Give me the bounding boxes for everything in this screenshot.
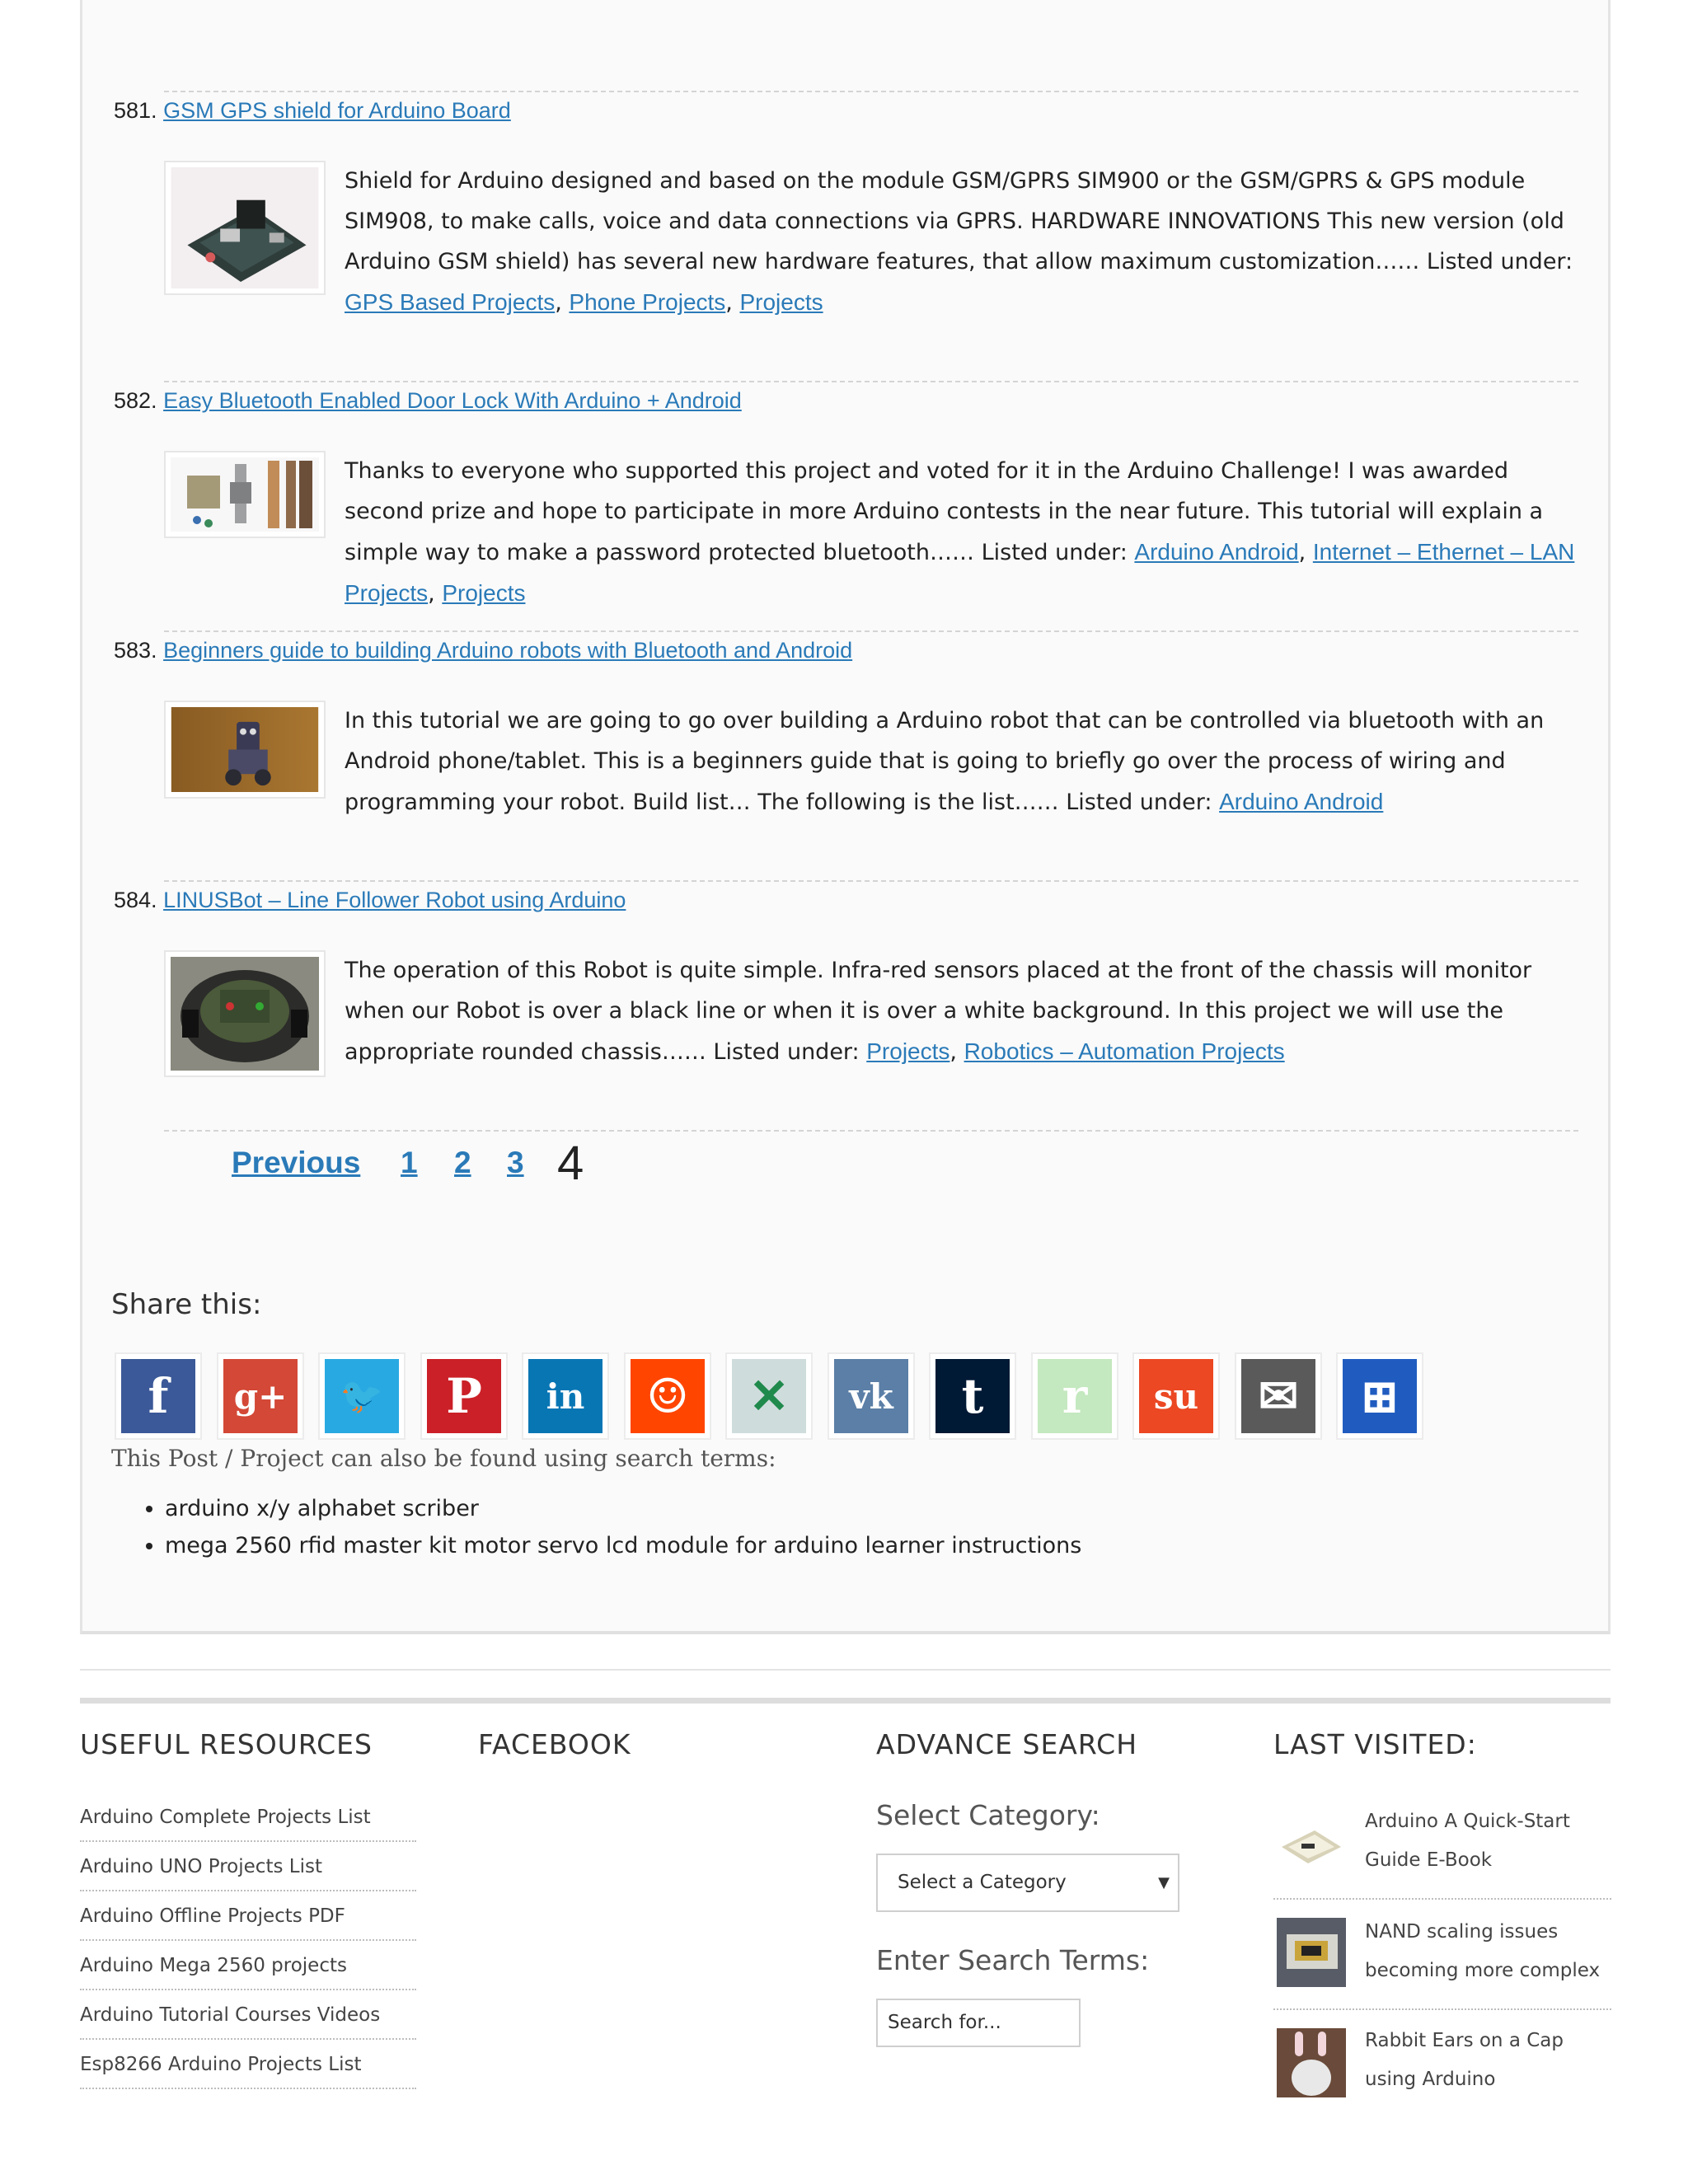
renren-share-button[interactable] xyxy=(1031,1352,1118,1440)
stumbleupon-icon: su xyxy=(1139,1359,1213,1433)
resource-link[interactable]: Arduino UNO Projects List xyxy=(80,1844,416,1891)
xing-icon: ✕ xyxy=(732,1359,806,1433)
resource-link[interactable]: Esp8266 Arduino Projects List xyxy=(80,2041,416,2089)
facebook-share-button[interactable] xyxy=(115,1352,202,1440)
search-terms-list xyxy=(136,1490,1081,1564)
list-item-title xyxy=(114,638,852,663)
description-text: The operation of this Robot is quite simple. Infra-red sensors placed at the front of the chassis will monitor when our Robot is over a black line or when it is over a white background. In this project we will use the appropriate rounded chassis…… Listed under: xyxy=(345,958,1532,1065)
category-link[interactable]: GPS Based Projects xyxy=(345,289,556,315)
item-divider xyxy=(164,91,1578,92)
chevron-down-icon: ▼ xyxy=(1158,1874,1170,1891)
category-select-value: Select a Category xyxy=(898,1872,1067,1893)
pagination-current-page: 4 xyxy=(557,1137,584,1190)
stumbleupon-share-button[interactable] xyxy=(1132,1352,1220,1440)
category-link[interactable]: Robotics – Automation Projects xyxy=(964,1038,1285,1064)
search-terms-field-label: Enter Search Terms: xyxy=(876,1944,1150,1976)
item-divider xyxy=(164,1130,1578,1132)
list-item-title xyxy=(114,98,511,124)
advance-search-heading: ADVANCE SEARCH xyxy=(876,1728,1138,1760)
description-text: Thanks to everyone who supported this project and voted for it in the Arduino Challenge! I was awarded second prize and hope to participate in more Arduino contests in the near future. This tutorial will explain a simple way to make a password protected bluetooth…… Listed under: xyxy=(345,458,1544,565)
pinterest-icon: P xyxy=(427,1359,501,1433)
search-input[interactable]: Search for... xyxy=(876,1999,1081,2047)
footer-divider xyxy=(80,1669,1611,1671)
quick-start-guide-image xyxy=(1277,1811,1346,1880)
last-visited-title: Rabbit Ears on a Cap using Arduino xyxy=(1365,2030,1564,2090)
list-item-title xyxy=(114,388,742,414)
category-link[interactable]: Projects xyxy=(739,289,823,315)
last-visited-item[interactable] xyxy=(1273,2012,1611,2109)
item-divider xyxy=(164,880,1578,882)
facebook-icon: f xyxy=(121,1359,195,1433)
item-description xyxy=(345,701,1581,823)
xing-share-button[interactable] xyxy=(725,1352,813,1440)
search-terms-label: This Post / Project can also be found using search terms: xyxy=(111,1445,776,1472)
useful-resources-list xyxy=(80,1794,416,2091)
linkedin-icon: in xyxy=(528,1359,603,1433)
linkedin-share-button[interactable] xyxy=(522,1352,609,1440)
useful-resources-heading: USEFUL RESOURCES xyxy=(80,1728,373,1760)
pagination-page-3[interactable]: 3 xyxy=(507,1146,524,1179)
item-thumbnail[interactable] xyxy=(164,161,326,295)
item-description: The operation of this Robot is quite simple. Infra-red sensors placed at the front of the chassis will monitor when our Robot is over a black line or when it is over a white background. In this project we will use the appropriate rounded chassis…… Listed under: Projects, Robotics – Automation Projects xyxy=(345,958,1532,1065)
search-term: • arduino x/y alphabet scriber xyxy=(165,1490,1081,1527)
last-visited-item[interactable] xyxy=(1273,1901,1611,2010)
vk-share-button[interactable] xyxy=(828,1352,915,1440)
last-visited-heading: LAST VISITED: xyxy=(1273,1728,1477,1760)
category-link[interactable]: Internet – Ethernet – LAN Projects xyxy=(345,539,1575,606)
category-link[interactable]: Phone Projects xyxy=(569,289,726,315)
item-title-link[interactable]: GSM GPS shield for Arduino Board xyxy=(163,98,511,123)
reddit-icon: ☺ xyxy=(631,1359,705,1433)
delicious-icon: ⊞ xyxy=(1343,1359,1417,1433)
item-divider xyxy=(164,630,1578,632)
vk-icon: vk xyxy=(834,1359,908,1433)
item-thumbnail[interactable] xyxy=(164,451,326,538)
pagination-page-1[interactable]: 1 xyxy=(401,1146,418,1179)
email-share-button[interactable] xyxy=(1235,1352,1322,1440)
pagination-previous[interactable]: Previous xyxy=(232,1146,361,1179)
last-visited-title: Arduino A Quick-Start Guide E-Book xyxy=(1365,1811,1570,1871)
item-description: Shield for Arduino designed and based on the module GSM/GPRS SIM900 or the GSM/GPRS & GPS module SIM908, to make calls, voice and data connections via GPRS. HARDWARE INNOVATIONS This new version (old Arduino GSM shield) has several new hardware features, that allow maximum customization…… Listed under: GPS Based Projects, Phone Projects, Projects xyxy=(345,168,1573,316)
google-plus-share-button[interactable] xyxy=(217,1352,304,1440)
reddit-share-button[interactable] xyxy=(624,1352,711,1440)
gsm-shield-image xyxy=(171,167,319,288)
google-plus-icon: g+ xyxy=(223,1359,298,1433)
item-title-link[interactable]: LINUSBot – Line Follower Robot using Arduino xyxy=(163,888,626,912)
pinterest-share-button[interactable] xyxy=(420,1352,508,1440)
resource-link[interactable]: Arduino Mega 2560 projects xyxy=(80,1943,416,1990)
twitter-icon: 🐦 xyxy=(325,1359,399,1433)
bluetooth-robot-image xyxy=(171,707,319,792)
resource-link[interactable]: Arduino Complete Projects List xyxy=(80,1794,416,1842)
item-number: 583. xyxy=(114,638,157,663)
email-icon: ✉ xyxy=(1241,1359,1315,1433)
category-select[interactable] xyxy=(876,1854,1179,1912)
delicious-share-button[interactable] xyxy=(1336,1352,1423,1440)
description-text: Shield for Arduino designed and based on the module GSM/GPRS SIM900 or the GSM/GPRS & GPS module SIM908, to make calls, voice and data connections via GPRS. HARDWARE INNOVATIONS This new version (old Arduino GSM shield) has several new hardware features, that allow maximum customization…… Listed under: xyxy=(345,168,1573,274)
pagination-page-2[interactable]: 2 xyxy=(454,1146,471,1179)
description-text: In this tutorial we are going to go over building a Arduino robot that can be controlled via bluetooth with an Android phone/tablet. This is a beginners guide that is going to briefly go over the process of wiring and programming your robot. Build list… The following is the list…… Listed under: xyxy=(345,708,1545,815)
item-thumbnail[interactable] xyxy=(164,950,326,1077)
item-number: 582. xyxy=(114,388,157,413)
select-category-label: Select Category: xyxy=(876,1799,1100,1831)
resource-link[interactable]: Arduino Offline Projects PDF xyxy=(80,1893,416,1941)
resource-link[interactable]: Arduino Tutorial Courses Videos xyxy=(80,1992,416,2040)
item-number: 584. xyxy=(114,888,157,912)
tumblr-share-button[interactable] xyxy=(929,1352,1016,1440)
item-description: Thanks to everyone who supported this project and voted for it in the Arduino Challenge! I was awarded second prize and hope to participate in more Arduino contests in the near future. This tutorial will explain a simple way to make a password protected bluetooth…… Listed under: Arduino Android, Internet – Ethernet – LAN Projects, Projects xyxy=(345,458,1575,607)
last-visited-title: NAND scaling issues becoming more complex xyxy=(1365,1921,1601,1981)
door-lock-image xyxy=(171,457,319,532)
tumblr-icon: t xyxy=(935,1359,1010,1433)
list-item-title xyxy=(114,888,626,913)
category-link[interactable]: Arduino Android xyxy=(1219,789,1384,814)
line-follower-robot-image xyxy=(171,957,319,1071)
renren-icon: r xyxy=(1038,1359,1112,1433)
item-title-link[interactable]: Beginners guide to building Arduino robots with Bluetooth and Android xyxy=(163,638,853,663)
category-link[interactable]: Projects xyxy=(442,580,526,606)
footer-divider xyxy=(80,1698,1611,1704)
item-thumbnail[interactable] xyxy=(164,701,326,799)
item-title-link[interactable]: Easy Bluetooth Enabled Door Lock With Arduino + Android xyxy=(163,388,742,413)
twitter-share-button[interactable] xyxy=(318,1352,406,1440)
item-number: 581. xyxy=(114,98,157,123)
facebook-heading: FACEBOOK xyxy=(478,1728,631,1760)
nand-chip-image xyxy=(1277,1918,1346,1987)
search-term: • mega 2560 rfid master kit motor servo lcd module for arduino learner instructions xyxy=(165,1527,1081,1564)
category-link[interactable]: Arduino Android xyxy=(1134,539,1299,565)
category-link[interactable]: Projects xyxy=(866,1038,950,1064)
share-title: Share this: xyxy=(111,1288,262,1321)
rabbit-ears-cap-image xyxy=(1277,2028,1346,2097)
item-divider xyxy=(164,381,1578,382)
last-visited-item[interactable] xyxy=(1273,1793,1611,1900)
